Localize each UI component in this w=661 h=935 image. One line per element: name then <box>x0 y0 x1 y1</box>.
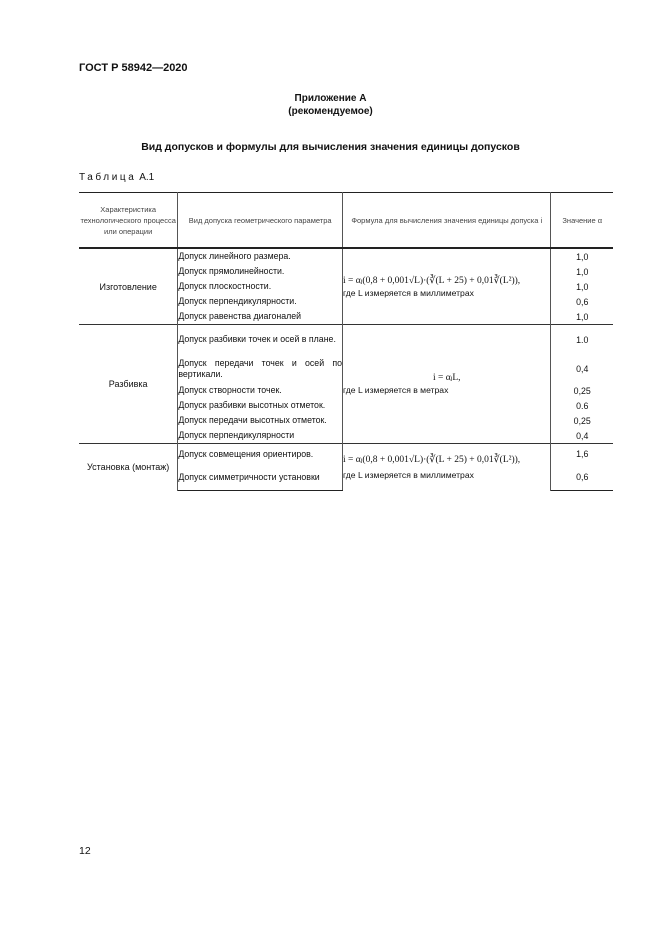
table-row <box>79 444 613 465</box>
alpha-value: 1,0 <box>576 311 589 322</box>
alpha-value: 0,25 <box>573 385 591 396</box>
table-row <box>79 325 613 355</box>
alpha-value: 0,4 <box>576 363 589 374</box>
tolerance-type: Допуск равенства диагоналей <box>178 309 343 325</box>
alpha-value: 1,0 <box>551 248 613 264</box>
appendix-title: Приложение А <box>294 93 367 104</box>
tolerance-type: Допуск прямолинейности. <box>178 264 343 279</box>
formula-cell <box>343 444 551 491</box>
group-name: Изготовление <box>79 248 178 325</box>
header-formula: Формула для вычисления значения единицы допуска i <box>343 193 551 249</box>
formula: i = αⱼ(0,8 + 0,001√L)·(∛(L + 25) + 0,01∛(L²)), <box>343 454 521 465</box>
table-header-row <box>79 193 613 249</box>
formula-cell <box>343 325 551 444</box>
formula-note: где L измеряется в миллиметрах <box>343 469 474 480</box>
appendix-heading <box>0 92 661 118</box>
document-code: ГОСТ Р 58942—2020 <box>79 62 188 74</box>
tolerance-type: Допуск перпендикулярности <box>178 428 343 444</box>
group-name: Установка (монтаж) <box>79 444 178 491</box>
header-alpha: Значение α <box>551 193 613 249</box>
tolerance-type: Допуск разбивки точек и осей в плане. <box>178 325 343 355</box>
page-number: 12 <box>79 845 91 857</box>
formula-note: где L измеряется в метрах <box>343 385 449 395</box>
header-tolerance-type: Вид допуска геометрического параметра <box>178 193 343 249</box>
tolerance-type: Допуск створности точек. <box>178 383 343 398</box>
alpha-value: 0,4 <box>576 430 589 441</box>
formula-note: где L измеряется в миллиметрах <box>343 287 474 298</box>
section-title: Вид допусков и формулы для вычисления значения единицы допусков <box>141 141 520 153</box>
tolerance-type: Допуск плоскостности. <box>178 279 343 294</box>
formula: i = αⱼL, <box>432 373 461 383</box>
tolerance-type: Допуск совмещения ориентиров. <box>178 444 343 465</box>
group-name: Разбивка <box>79 325 178 444</box>
table-row <box>79 248 613 264</box>
alpha-value: 0,6 <box>551 465 613 490</box>
tolerance-type: Допуск симметричности установки <box>178 465 343 490</box>
table-caption <box>79 172 154 183</box>
alpha-value: 1,0 <box>576 266 589 277</box>
tolerance-type: Допуск передачи высотных отметок. <box>178 413 343 428</box>
alpha-value: 1.0 <box>551 325 613 355</box>
tolerance-type: Допуск передачи точек и осей по вертикали. <box>178 354 343 383</box>
table-caption-number: А.1 <box>139 172 155 183</box>
tolerance-type: Допуск разбивки высотных отметок. <box>178 398 343 413</box>
table-caption-label: Таблица <box>79 172 137 183</box>
formula: i = αⱼ(0,8 + 0,001√L)·(∛(L + 25) + 0,01∛(L²)), <box>343 275 521 286</box>
alpha-value: 0.6 <box>576 400 589 411</box>
header-process: Характеристика технологического процесса или операции <box>79 193 178 249</box>
appendix-subtitle: (рекомендуемое) <box>288 106 373 117</box>
tolerance-table <box>79 192 613 491</box>
tolerance-type: Допуск линейного размера. <box>178 248 343 264</box>
alpha-value: 1,6 <box>551 444 613 465</box>
alpha-value: 0,25 <box>573 415 591 426</box>
alpha-value: 1,0 <box>576 281 589 292</box>
alpha-value: 0,6 <box>576 296 589 307</box>
tolerance-type: Допуск перпендикулярности. <box>178 294 343 309</box>
formula-cell <box>343 248 551 325</box>
